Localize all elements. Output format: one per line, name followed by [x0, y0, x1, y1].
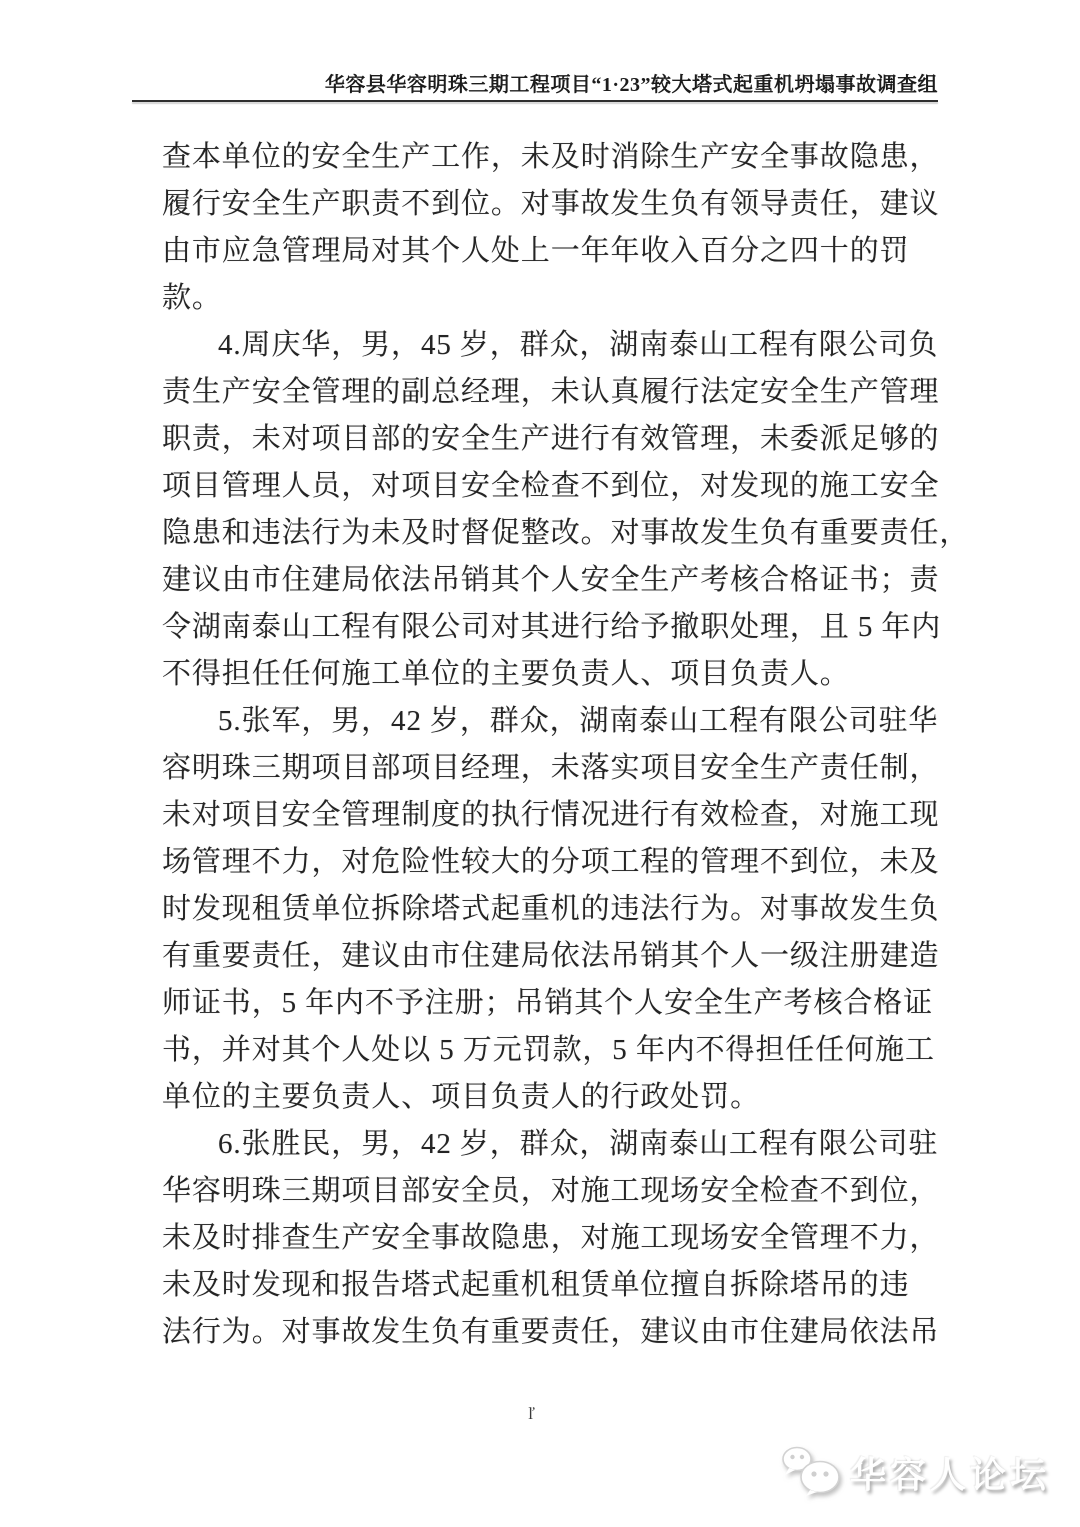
text-line: 6.张胜民，男，42 岁，群众，湖南泰山工程有限公司驻	[218, 1128, 939, 1160]
text-line: 5.张军，男，42 岁，群众，湖南泰山工程有限公司驻华	[218, 705, 939, 737]
text-line: 项目管理人员，对项目安全检查不到位，对发现的施工安全	[162, 470, 940, 502]
text-line: 有重要责任，建议由市住建局依法吊销其个人一级注册建造	[162, 940, 940, 972]
text-line: 未及时发现和报告塔式起重机租赁单位擅自拆除塔吊的违	[162, 1269, 910, 1301]
document-body	[162, 134, 970, 1356]
text-line: 未及时排查生产安全事故隐患，对施工现场安全管理不力，	[162, 1222, 940, 1254]
text-line: 不得担任任何施工单位的主要负责人、项目负责人。	[162, 658, 850, 690]
forum-watermark-label: 华容人论坛	[849, 1454, 1050, 1495]
text-line: 查本单位的安全生产工作，未及时消除生产安全事故隐患，	[162, 141, 940, 173]
text-line: 4.周庆华，男，45 岁，群众，湖南泰山工程有限公司负	[218, 329, 939, 361]
text-line: 容明珠三期项目部项目经理，未落实项目安全生产责任制，	[162, 752, 940, 784]
text-line: 履行安全生产职责不到位。对事故发生负有领导责任，建议	[162, 188, 940, 220]
text-line: 令湖南泰山工程有限公司对其进行给予撤职处理，且 5 年内	[162, 611, 942, 643]
page-number-marker: ľ	[528, 1404, 535, 1423]
header-rule	[132, 100, 938, 102]
text-line: 师证书，5 年内不予注册；吊销其个人安全生产考核合格证	[162, 987, 934, 1019]
text-line: 场管理不力，对危险性较大的分项工程的管理不到位，未及	[162, 846, 940, 878]
text-line: 未对项目安全管理制度的执行情况进行有效检查，对施工现	[162, 799, 940, 831]
text-line: 建议由市住建局依法吊销其个人安全生产考核合格证书；责	[162, 564, 940, 596]
document-header-title: 华容县华容明珠三期工程项目“1·23”较大塔式起重机坍塌事故调查组	[324, 74, 938, 96]
wechat-chat-bubbles-icon	[780, 1444, 842, 1501]
text-line: 职责，未对项目部的安全生产进行有效管理，未委派足够的	[162, 423, 940, 455]
text-line: 隐患和违法行为未及时督促整改。对事故发生负有重要责任，	[162, 517, 970, 549]
text-line: 华容明珠三期项目部安全员，对施工现场安全检查不到位，	[162, 1175, 940, 1207]
text-line: 法行为。对事故发生负有重要责任，建议由市住建局依法吊	[162, 1316, 940, 1348]
text-line: 由市应急管理局对其个人处上一年年收入百分之四十的罚	[162, 235, 910, 267]
text-line: 书，并对其个人处以 5 万元罚款，5 年内不得担任任何施工	[162, 1034, 935, 1066]
forum-watermark	[780, 1444, 1050, 1501]
text-line: 款。	[162, 282, 222, 314]
text-line: 责生产安全管理的副总经理，未认真履行法定安全生产管理	[162, 376, 940, 408]
text-line: 时发现租赁单位拆除塔式起重机的违法行为。对事故发生负	[162, 893, 940, 925]
text-line: 单位的主要负责人、项目负责人的行政处罚。	[162, 1081, 761, 1113]
